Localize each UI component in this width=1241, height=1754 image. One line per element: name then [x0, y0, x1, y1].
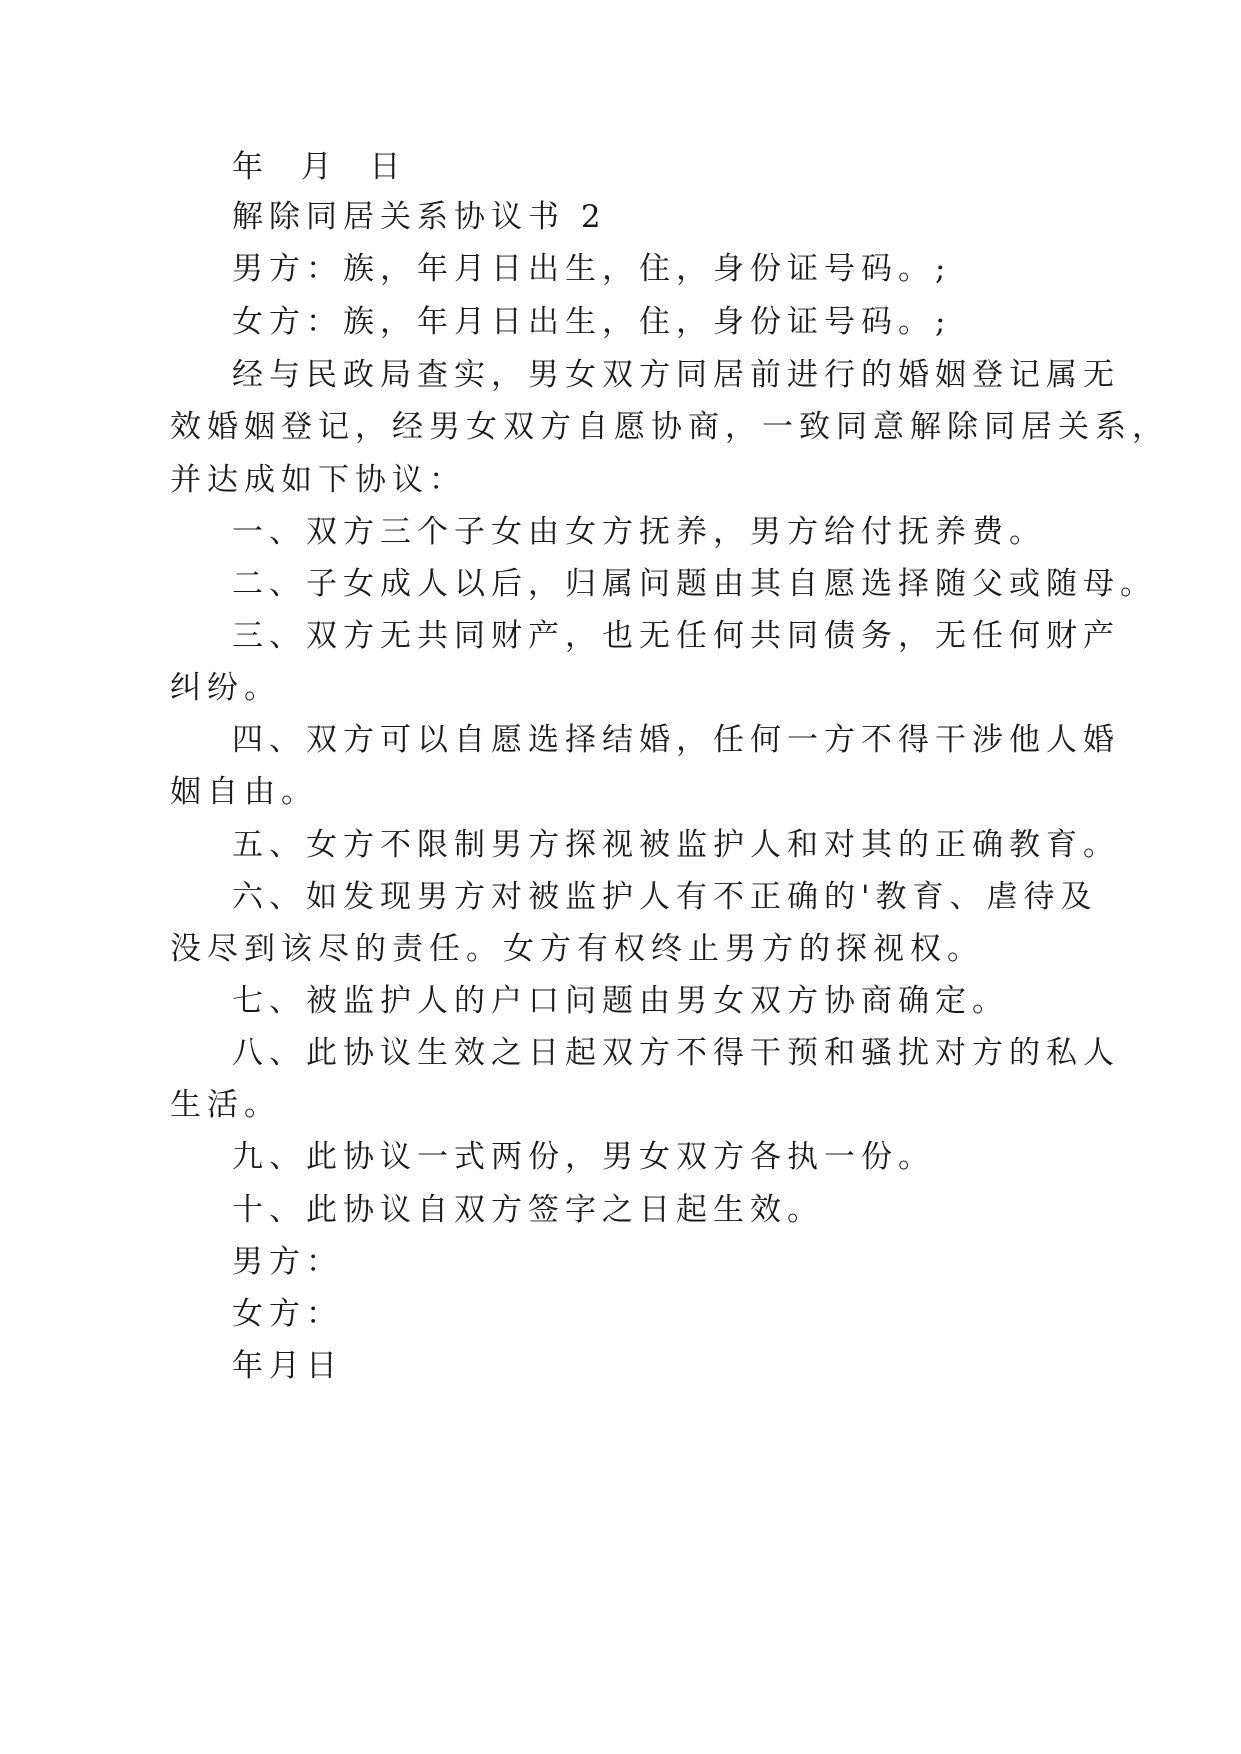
date-line-bottom: 年月日 [232, 1348, 343, 1384]
preamble-line-2: 效婚姻登记，经男女双方自愿协商，一致同意解除同居关系， [170, 409, 1169, 445]
clause-5: 五、女方不限制男方探视被监护人和对其的正确教育。 [232, 827, 1120, 863]
clause-3-line-1: 三、双方无共同财产，也无任何共同债务，无任何财产 [232, 618, 1120, 654]
clause-6-line-2: 没尽到该尽的责任。女方有权终止男方的探视权。 [170, 931, 984, 967]
male-party-info: 男方：族，年月日出生，住，身份证号码。; [232, 251, 952, 287]
clause-8-line-1: 八、此协议生效之日起双方不得干预和骚扰对方的私人 [232, 1035, 1120, 1071]
preamble-line-3: 并达成如下协议： [170, 462, 466, 498]
clause-1: 一、双方三个子女由女方抚养，男方给付抚养费。 [232, 514, 1046, 550]
clause-8-line-2: 生活。 [170, 1087, 281, 1123]
clause-2: 二、子女成人以后，归属问题由其自愿选择随父或随母。 [232, 566, 1157, 602]
date-line-top: 年 月 日 [232, 149, 407, 185]
male-signature: 男方： [232, 1244, 343, 1280]
clause-10: 十、此协议自双方签字之日起生效。 [232, 1192, 824, 1228]
female-signature: 女方： [232, 1296, 343, 1332]
document-title: 解除同居关系协议书 2 [232, 199, 607, 235]
clause-4-line-1: 四、双方可以自愿选择结婚，任何一方不得干涉他人婚 [232, 722, 1120, 758]
clause-6-line-1: 六、如发现男方对被监护人有不正确的'教育、虐待及 [232, 879, 1098, 915]
clause-9: 九、此协议一式两份，男女双方各执一份。 [232, 1139, 935, 1175]
clause-7: 七、被监护人的户口问题由男女双方协商确定。 [232, 983, 1009, 1019]
preamble-line-1: 经与民政局查实，男女双方同居前进行的婚姻登记属无 [232, 357, 1120, 393]
clause-3-line-2: 纠纷。 [170, 670, 281, 706]
clause-4-line-2: 姻自由。 [170, 774, 318, 810]
female-party-info: 女方：族，年月日出生，住，身份证号码。; [232, 304, 952, 340]
